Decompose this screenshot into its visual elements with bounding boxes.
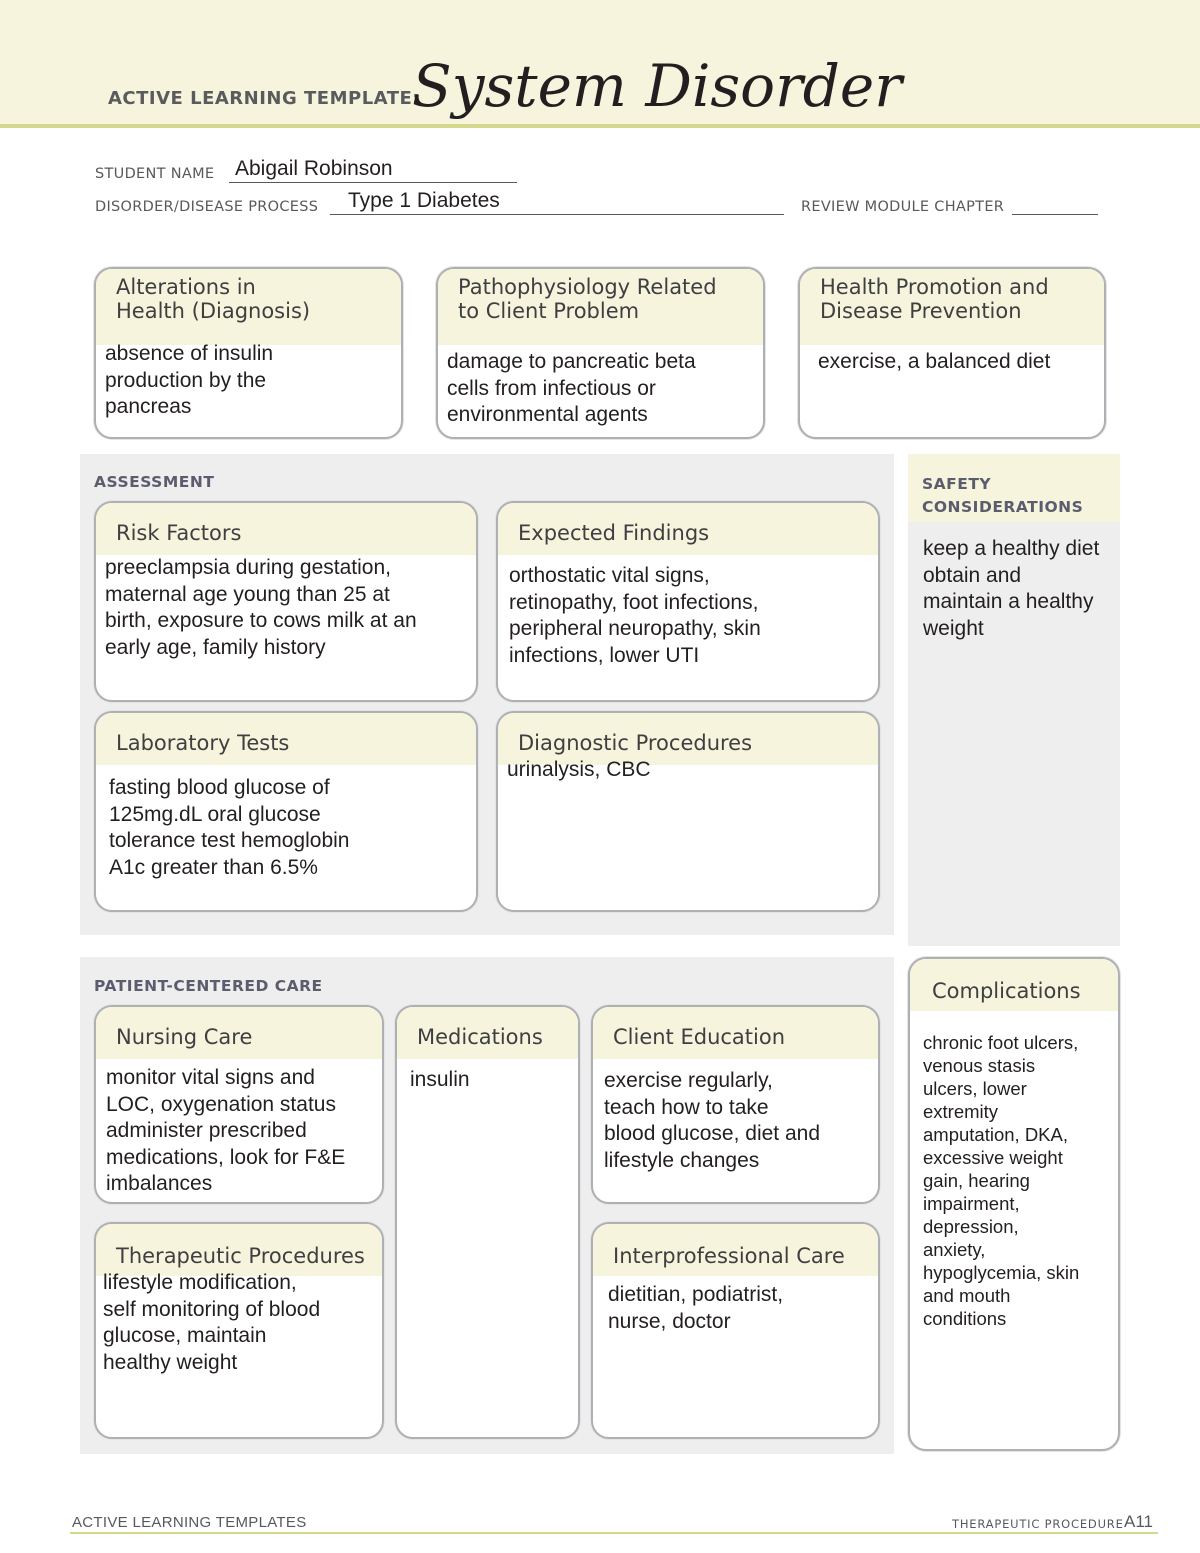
alterations-card-text[interactable]: absence of insulin production by the pancreas	[105, 342, 274, 418]
header-divider	[0, 124, 1200, 128]
chapter-field[interactable]	[1012, 192, 1098, 215]
risk-factors-card	[94, 501, 478, 702]
expected-findings-card-text[interactable]: orthostatic vital signs, retinopathy, foot infections, peripheral neuropathy, skin infections, lower UTI	[509, 564, 761, 667]
laboratory-tests-card-title: Laboratory Tests	[96, 713, 476, 765]
safety-considerations-panel	[908, 454, 1120, 946]
laboratory-tests-card-text[interactable]: fasting blood glucose of 125mg.dL oral glucose tolerance test hemoglobin A1c greater than 6.5%	[109, 776, 350, 879]
interprofessional-care-card-text[interactable]: dietitian, podiatrist, nurse, doctor	[608, 1283, 784, 1333]
safety-considerations-title: SAFETY CONSIDERATIONS	[922, 475, 1084, 516]
risk-factors-card-text[interactable]: preeclampsia during gestation, maternal age young than 25 at birth, exposure to cows milk at an early age, family history	[105, 556, 417, 659]
expected-findings-card	[496, 501, 880, 702]
alterations-card-title: Alterations in Health (Diagnosis)	[96, 269, 401, 345]
client-education-card-text[interactable]: exercise regularly, teach how to take blood glucose, diet and lifestyle changes	[604, 1069, 820, 1172]
student-name-value: Abigail Robinson	[235, 157, 393, 180]
student-name-field[interactable]	[229, 157, 517, 183]
pathophysiology-card-text[interactable]: damage to pancreatic beta cells from infectious or environmental agents	[447, 350, 696, 426]
complications-card-title: Complications	[910, 959, 1118, 1011]
footer-right-label: THERAPEUTIC PROCEDURE	[952, 1517, 1124, 1531]
health-promotion-card	[798, 267, 1106, 439]
therapeutic-procedures-card	[94, 1222, 384, 1439]
therapeutic-procedures-card-text[interactable]: lifestyle modification, self monitoring of blood glucose, maintain healthy weight	[103, 1271, 321, 1374]
complications-card	[908, 957, 1120, 1451]
footer-divider	[70, 1532, 1158, 1534]
alterations-card	[94, 267, 403, 439]
disorder-label: DISORDER/DISEASE PROCESS	[95, 199, 319, 215]
health-promotion-card-text[interactable]: exercise, a balanced diet	[818, 350, 1051, 373]
interprofessional-care-card	[591, 1222, 880, 1439]
client-education-card	[591, 1005, 880, 1204]
health-promotion-card-title: Health Promotion and Disease Prevention	[800, 269, 1104, 345]
page-number: A11	[1124, 1512, 1153, 1531]
expected-findings-card-title: Expected Findings	[498, 503, 878, 555]
footer-left-label: ACTIVE LEARNING TEMPLATES	[72, 1514, 307, 1531]
chapter-label: REVIEW MODULE CHAPTER	[801, 199, 1005, 215]
diagnostic-procedures-card	[496, 711, 880, 912]
interprofessional-care-card-title: Interprofessional Care	[593, 1224, 878, 1276]
medications-card	[395, 1005, 580, 1439]
risk-factors-card-title: Risk Factors	[96, 503, 476, 555]
safety-considerations-text[interactable]: keep a healthy diet obtain and maintain a healthy weight	[923, 537, 1100, 640]
medications-card-text[interactable]: insulin	[410, 1068, 470, 1091]
client-education-card-title: Client Education	[593, 1007, 878, 1059]
nursing-care-card-text[interactable]: monitor vital signs and LOC, oxygenation status administer prescribed medications, look for F&E imbalances	[106, 1066, 346, 1195]
disorder-value: Type 1 Diabetes	[348, 189, 500, 212]
diagnostic-procedures-card-text[interactable]: urinalysis, CBC	[507, 758, 651, 781]
nursing-care-card-title: Nursing Care	[96, 1007, 382, 1059]
student-name-label: STUDENT NAME	[95, 166, 215, 182]
pathophysiology-card	[436, 267, 765, 439]
patient-centered-care-title: PATIENT-CENTERED CARE	[94, 977, 323, 995]
medications-card-title: Medications	[397, 1007, 578, 1059]
complications-card-text[interactable]: chronic foot ulcers, venous stasis ulcers, lower extremity amputation, DKA, excessive weight gain, hearing impairment, depression, anxiety, hypoglycemia, skin and mouth conditions	[923, 1032, 1080, 1329]
disorder-field[interactable]	[330, 189, 784, 215]
therapeutic-procedures-card-title: Therapeutic Procedures	[96, 1224, 382, 1276]
diagnostic-procedures-card-title: Diagnostic Procedures	[498, 713, 878, 765]
assessment-title: ASSESSMENT	[94, 473, 215, 491]
nursing-care-card	[94, 1005, 384, 1204]
laboratory-tests-card	[94, 711, 478, 912]
pathophysiology-card-title: Pathophysiology Related to Client Problem	[438, 269, 763, 345]
template-label: ACTIVE LEARNING TEMPLATE:	[108, 88, 420, 109]
page-title: System Disorder	[412, 52, 902, 120]
